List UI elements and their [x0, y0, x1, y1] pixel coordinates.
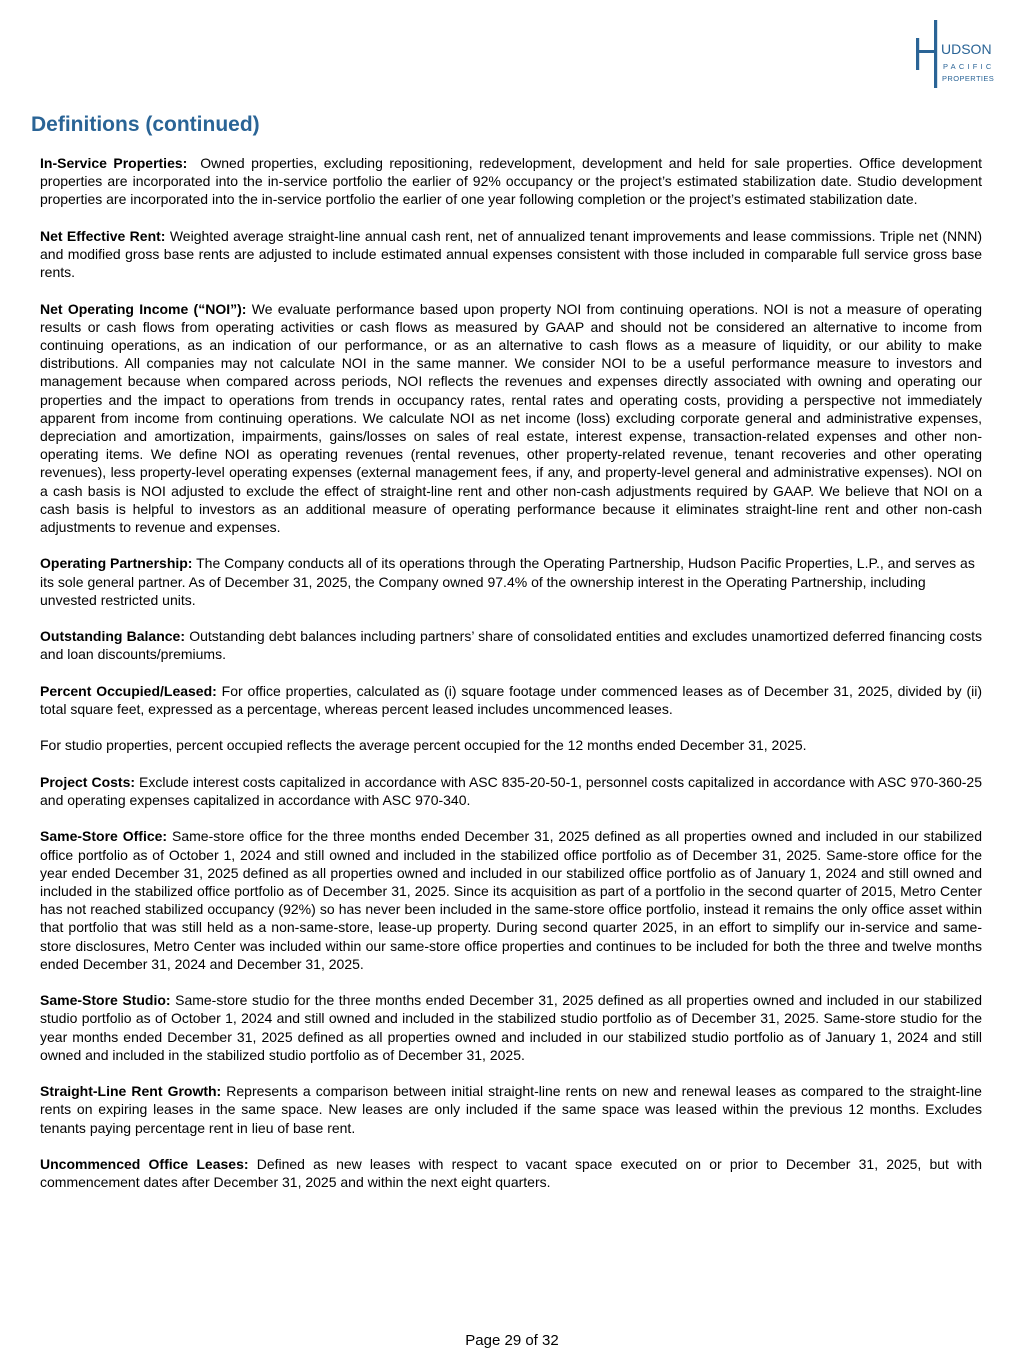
- definition-text: Same-store office for the three months ended December 31, 2025 defined as all properties owned and included in our stabilized office portfolio as of October 1, 2024 and still owned and included in the stabilized office portfolio as of December 31, 2025. Same-store office for the year ended December 31, 2025 defined as all properties owned and included in our stabilized office portfolio as of January 1, 2024 and still owned and included in the stabilized office portfolio as of December 31, 2025. Since its acquisition as part of a portfolio in the second quarter of 2015, Metro Center has not reached stabilized occupancy (92%) so has never been included in the same-store office portfolio, instead it remains the only office asset within that portfolio that was still held as a non-same-store, lease-up property. During second quarter 2025, in an effort to simplify our in-service and same-store disclosures, Metro Center was included within our same-store office properties and continues to be included for both the three and twelve months ended December 31, 2024 and December 31, 2025.: [40, 828, 982, 972]
- definition-studio-percent-occupied: [40, 736, 982, 754]
- definition-text: For studio properties, percent occupied reflects the average percent occupied for the 12 months ended December 31, 2025.: [40, 737, 807, 754]
- logo-line-properties: PROPERTIES: [942, 74, 995, 83]
- definition-text: Same-store studio for the three months ended December 31, 2025 defined as all properties owned and included in our stabilized studio portfolio as of October 1, 2024 and still owned and included in the stabilized studio portfolio as of December 31, 2025. Same-store studio for the year months ended December 31, 2025 defined as all properties owned and included in our stabilized studio portfolio as of January 1, 2024 and still owned and included in the stabilized studio portfolio as of December 31, 2025.: [40, 992, 983, 1063]
- hudson-logo-mark: [914, 20, 1006, 88]
- definition-text: We evaluate performance based upon property NOI from continuing operations. NOI is not a measure of operating results or cash flows from operating activities or cash flows as measured by GAAP and should not be considered an alternative to income from continuing operations, as an indication of our performance, or as an alternative to cash flows as a measure of liquidity, or our ability to make distributions. All companies may not calculate NOI in the same manner. We consider NOI to be a useful performance measure to investors and management because when compared across periods, NOI reflects the revenues and expenses directly associated with owning and operating our properties and the impact to operations from trends in occupancy rates, rental rates and operating costs, providing a perspective not immediately apparent from income from continuing operations. We calculate NOI as net income (loss) excluding corporate general and administrative expenses, depreciation and amortization, impairments, gains/losses on sales of real estate, interest expense, transaction-related expenses and other non-operating items. We define NOI as operating revenues (rental revenues, other property-related revenue, tenant recoveries and other operating revenues), less property-level operating expenses (external management fees, if any, and property-level general and administrative expenses). NOI on a cash basis is NOI adjusted to exclude the effect of straight-line rent and other non-cash adjustments required by GAAP. We believe that NOI on a cash basis is helpful to investors as an additional measure of operating performance because it eliminates straight-line rent and other non-cash adjustments to revenue and expenses.: [40, 300, 983, 536]
- definition-text: The Company conducts all of its operations through the Operating Partnership, Hudson Pacific Properties, L.P., and serves as its sole general partner. As of December 31, 2025, the Company owned 97.4% of the ownership interest in the Operating Partnership, including unvested restricted units.: [40, 555, 975, 608]
- definition-text: Exclude interest costs capitalized in accordance with ASC 835-20-50-1, personnel costs capitalized in accordance with ASC 970-360-25 and operating expenses capitalized in accordance with ASC 970-340.: [40, 773, 982, 808]
- definitions-list: [40, 154, 982, 1210]
- definition-term: Project Costs:: [40, 773, 136, 790]
- definition-term: Same-Store Studio:: [40, 992, 171, 1009]
- definition-percent-occupied-leased: [40, 682, 982, 718]
- definition-term: Percent Occupied/Leased:: [40, 682, 217, 699]
- definition-same-store-office: [40, 827, 982, 973]
- logo-line-udson: UDSON: [941, 41, 992, 57]
- definition-term: Uncommenced Office Leases:: [40, 1156, 249, 1172]
- definition-text: Outstanding debt balances including partners’ share of consolidated entities and excludes unamortized deferred financing costs and loan discounts/premiums.: [40, 628, 983, 663]
- definition-term: Outstanding Balance:: [40, 628, 185, 645]
- definition-text: For office properties, calculated as (i) square footage under commenced leases as of December 31, 2025, divided by (ii) total square feet, expressed as a percentage, whereas percent leased includes uncommenced leases.: [40, 682, 982, 718]
- definition-in-service-properties: [40, 154, 982, 209]
- page-number: Page 29 of 32: [465, 1332, 559, 1349]
- definition-net-effective-rent: [40, 227, 982, 282]
- definition-term: Same-Store Office:: [40, 828, 168, 845]
- definition-term: Net Operating Income (“NOI”):: [40, 300, 247, 317]
- definition-outstanding-balance: [40, 627, 982, 663]
- definition-term: Straight-Line Rent Growth:: [40, 1083, 222, 1100]
- definition-term: Operating Partnership:: [40, 555, 193, 572]
- definition-net-operating-income: [40, 300, 982, 537]
- definition-term: Net Effective Rent:: [40, 227, 166, 244]
- definition-text: Weighted average straight-line annual cash rent, net of annualized tenant improvements and lease commissions. Triple net (NNN) and modified gross base rents are adjusted to include estimated annual expenses consistent with those included in comparable full service gross base rents.: [40, 227, 983, 281]
- definition-operating-partnership: [40, 554, 982, 609]
- page-title: Definitions (continued): [31, 113, 260, 136]
- definition-text: Defined as new leases with respect to vacant space executed on or prior to December 31, 2025, but with commencement dates after December 31, 2025 and within the next eight quarters.: [40, 1156, 982, 1191]
- definition-same-store-studio: [40, 991, 982, 1064]
- definition-project-costs: [40, 773, 982, 809]
- definition-text: Owned properties, excluding repositioning, redevelopment, development and held for sale properties. Office development properties are incorporated into the in-service portfolio the earlier of 92% occupancy or the project’s estimated stabilization date. Studio development properties are incorporated into the in-service portfolio the earlier of one year following completion or the project’s estimated stabilization date.: [40, 155, 982, 208]
- logo-line-pacific: PACIFIC: [943, 62, 995, 71]
- hudson-pacific-logo: [914, 20, 1006, 88]
- definition-uncommenced-office-leases: [40, 1155, 982, 1191]
- definition-text: Represents a comparison between initial straight-line rents on new and renewal leases as compared to the straight-line rents on expiring leases in the same space. New leases are only included if the same space was leased within the previous 12 months. Excludes tenants paying percentage rent in lieu of base rent.: [40, 1083, 982, 1136]
- definition-term: In-Service Properties:: [40, 155, 188, 171]
- definition-straight-line-rent-growth: [40, 1082, 982, 1137]
